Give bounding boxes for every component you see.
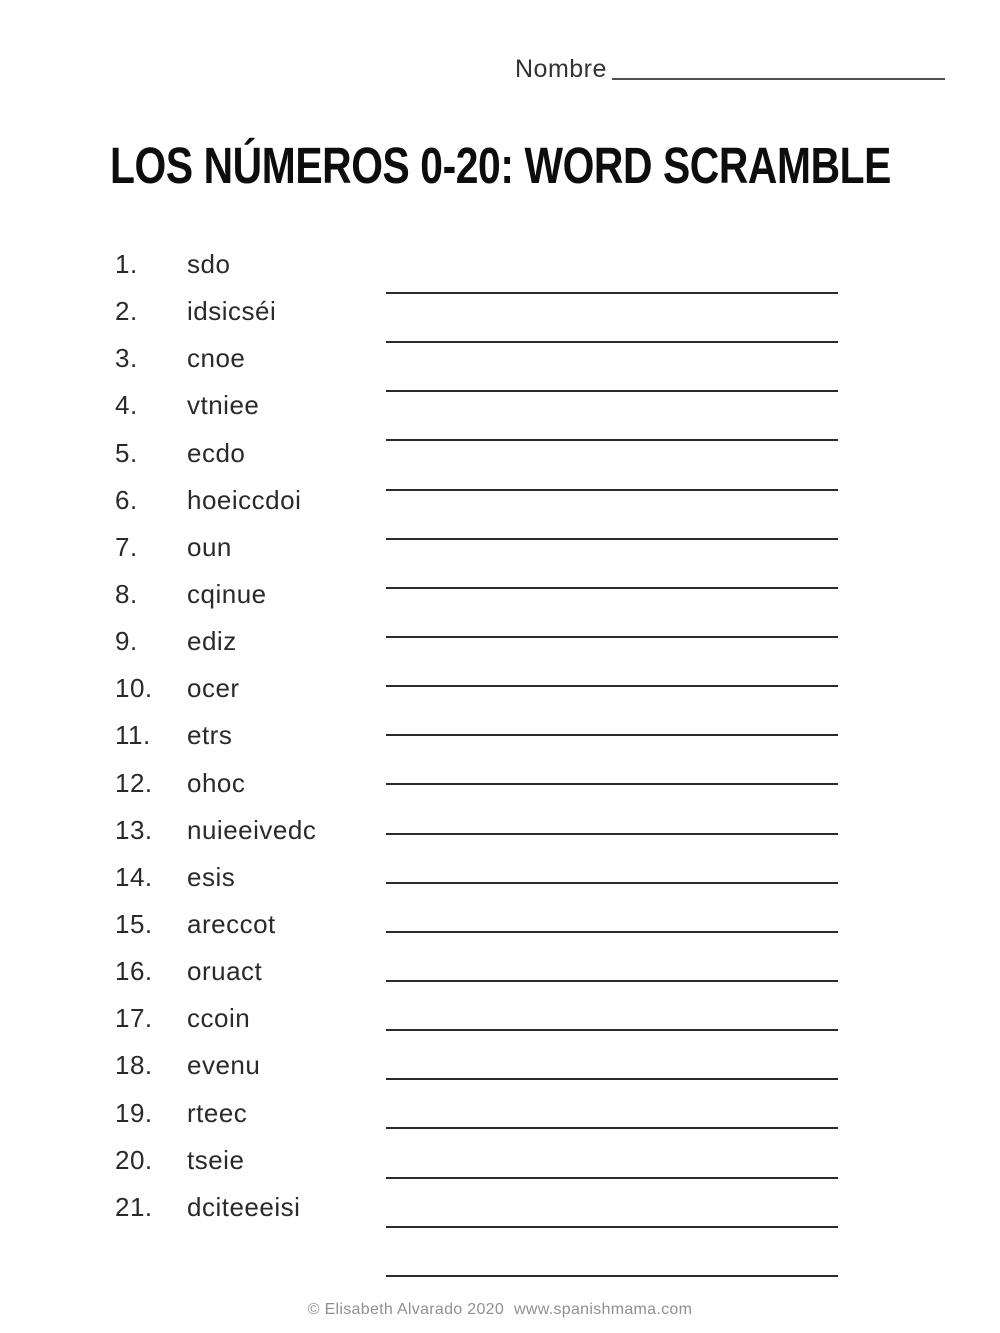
scrambled-word: tseie	[187, 1144, 245, 1175]
answer-blank-line[interactable]	[386, 636, 838, 685]
scrambled-word: nuieeivedc	[187, 814, 317, 845]
item-number: 13.	[115, 814, 153, 845]
scrambled-word: ocer	[187, 673, 240, 704]
answer-blank-line[interactable]	[386, 439, 838, 488]
name-label: Nombre	[515, 55, 607, 83]
scrambled-word: sdo	[187, 249, 231, 280]
scrambled-word: ccoin	[187, 1003, 251, 1034]
item-number: 18.	[115, 1050, 153, 1081]
answer-blank-line[interactable]	[386, 489, 838, 538]
item-number: 19.	[115, 1097, 153, 1128]
scrambled-word: cqinue	[187, 579, 267, 610]
scrambled-word: etrs	[187, 720, 233, 751]
answer-blank-line[interactable]	[386, 538, 838, 587]
answer-blank-line[interactable]	[386, 1127, 838, 1176]
item-number: 21.	[115, 1191, 153, 1222]
scrambled-word: areccot	[187, 909, 276, 940]
scrambled-word: evenu	[187, 1050, 261, 1081]
scrambled-word: vtniee	[187, 390, 260, 421]
answer-blank-line[interactable]	[386, 783, 838, 832]
answer-blank-line[interactable]	[386, 833, 838, 882]
footer-website: www.spanishmama.com	[514, 1301, 693, 1318]
answer-blank-line[interactable]	[386, 292, 838, 341]
scrambled-word: idsicséi	[187, 296, 277, 327]
scrambled-word: hoeiccdoi	[187, 484, 302, 515]
answer-blank-line[interactable]	[386, 980, 838, 1029]
item-number: 11.	[115, 720, 151, 751]
answer-blank-line[interactable]	[386, 931, 838, 980]
answer-blank-line[interactable]	[386, 1177, 838, 1226]
scrambled-word: oun	[187, 531, 232, 562]
list-item	[115, 241, 445, 288]
scrambled-word: cnoe	[187, 343, 246, 374]
name-blank-line[interactable]	[612, 78, 945, 80]
answer-blank-line[interactable]	[386, 1029, 838, 1078]
item-number: 15.	[115, 909, 153, 940]
answer-blank-line[interactable]	[386, 390, 838, 439]
item-number: 17.	[115, 1003, 153, 1034]
footer-credit	[0, 1301, 1000, 1319]
scrambled-word: rteec	[187, 1097, 248, 1128]
item-number: 7.	[115, 531, 138, 562]
item-number: 3.	[115, 343, 138, 374]
answer-blank-line[interactable]	[386, 1226, 838, 1275]
item-number: 5.	[115, 437, 138, 468]
item-number: 8.	[115, 579, 138, 610]
scrambled-word: ediz	[187, 626, 237, 657]
item-number: 10.	[115, 673, 153, 704]
item-number: 12.	[115, 767, 153, 798]
scrambled-word: ohoc	[187, 767, 246, 798]
scrambled-word: dciteeeisi	[187, 1191, 301, 1222]
answer-lines	[386, 292, 838, 1324]
scrambled-word: ecdo	[187, 437, 246, 468]
answer-blank-line[interactable]	[386, 341, 838, 390]
item-number: 20.	[115, 1144, 153, 1175]
item-number: 14.	[115, 861, 153, 892]
answer-blank-line[interactable]	[386, 587, 838, 636]
footer-copyright: © Elisabeth Alvarado 2020	[307, 1301, 505, 1318]
answer-blank-line[interactable]	[386, 685, 838, 734]
item-number: 16.	[115, 956, 153, 987]
answer-blank-line[interactable]	[386, 882, 838, 931]
page-title: LOS NÚMEROS 0-20: WORD SCRAMBLE	[110, 137, 891, 194]
item-number: 9.	[115, 626, 138, 657]
answer-blank-line[interactable]	[386, 734, 838, 783]
answer-blank-line[interactable]	[386, 1078, 838, 1127]
item-number: 1.	[115, 249, 138, 280]
item-number: 2.	[115, 296, 138, 327]
item-number: 4.	[115, 390, 138, 421]
scrambled-word: oruact	[187, 956, 263, 987]
scrambled-word: esis	[187, 861, 236, 892]
item-number: 6.	[115, 484, 138, 515]
